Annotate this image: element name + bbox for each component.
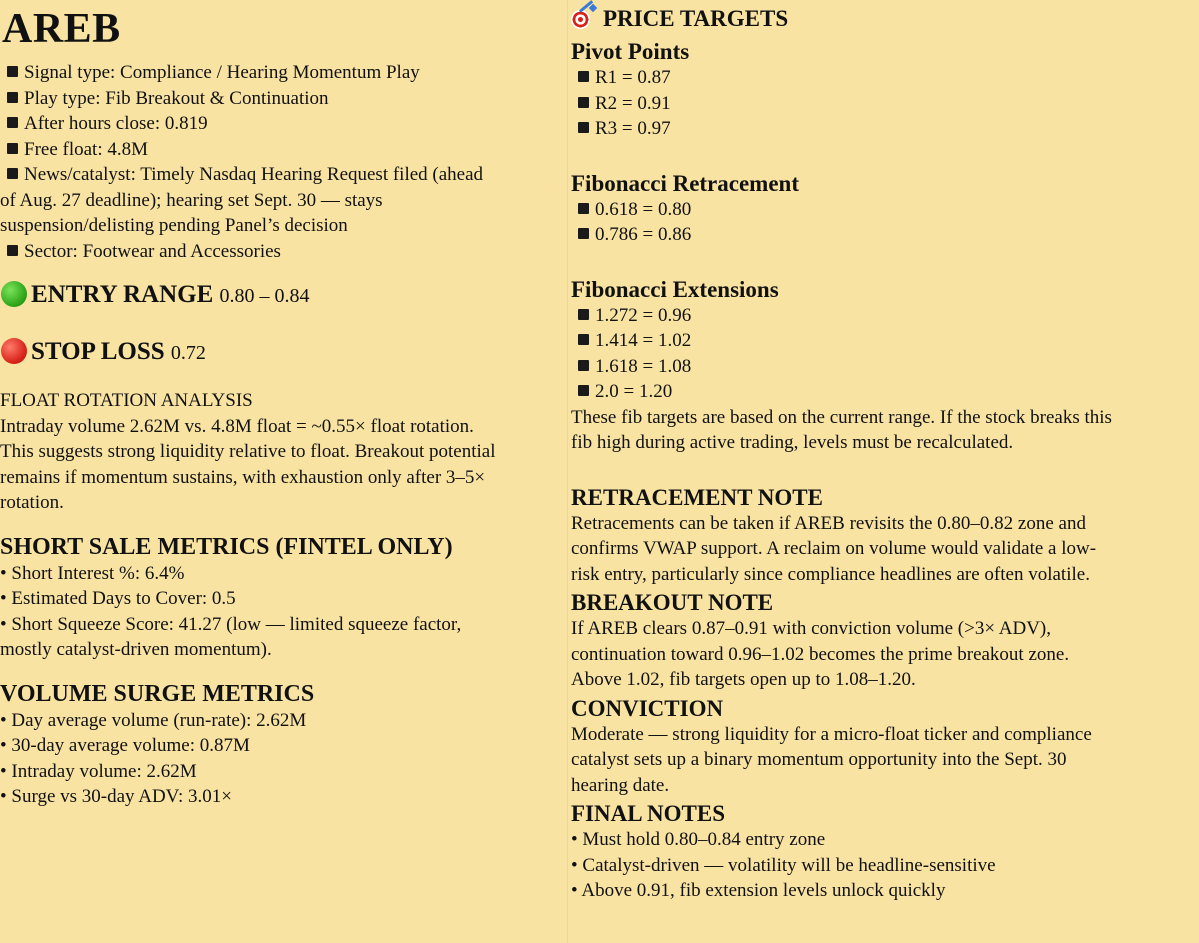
final-notes-line: • Catalyst-driven — volatility will be headline-sensitive	[571, 854, 996, 876]
square-bullet-icon	[578, 122, 589, 133]
retracement-note-title: RETRACEMENT NOTE	[571, 484, 823, 510]
pivot-item: R1 = 0.87	[571, 65, 1196, 91]
volume-line: • Day average volume (run-rate): 2.62M	[0, 709, 307, 731]
ticker-title: AREB	[2, 6, 121, 52]
volume-surge-title: VOLUME SURGE METRICS	[0, 680, 315, 707]
volume-line: • Intraday volume: 2.62M	[0, 760, 197, 782]
news-catalyst-cont-2: suspension/delisting pending Panel’s decision	[0, 215, 348, 236]
fib-retracement-title: Fibonacci Retracement	[571, 170, 800, 196]
pivot-item: R2 = 0.91	[571, 91, 1196, 117]
stop-loss: STOP LOSS 0.72	[0, 337, 566, 368]
square-bullet-icon	[578, 334, 589, 345]
short-line: • Short Squeeze Score: 41.27 (low — limited squeeze factor,	[0, 613, 462, 635]
fib-note-line: These fib targets are based on the current range. If the stock breaks this	[571, 406, 1112, 428]
conviction-line: hearing date.	[571, 774, 670, 796]
detail-play-type: Play type: Fib Breakout & Continuation	[0, 86, 566, 112]
square-bullet-icon	[7, 66, 18, 77]
entry-range: ENTRY RANGE 0.80 – 0.84	[0, 280, 566, 311]
square-bullet-icon	[7, 92, 18, 103]
final-notes-line: • Above 0.91, fib extension levels unlock quickly	[571, 880, 946, 901]
details-list	[0, 60, 566, 264]
final-notes-title: FINAL NOTES	[571, 801, 726, 826]
short-line: mostly catalyst-driven momentum).	[0, 639, 272, 660]
fib-extension-item: 1.414 = 1.02	[571, 328, 1196, 354]
fib-extensions-title: Fibonacci Extensions	[571, 276, 779, 302]
breakout-note-line: If AREB clears 0.87–0.91 with conviction volume (>3× ADV),	[571, 618, 1052, 639]
square-bullet-icon	[578, 97, 589, 108]
fib-extension-item: 1.272 = 0.96	[571, 303, 1196, 329]
short-line: • Estimated Days to Cover: 0.5	[0, 588, 236, 609]
square-bullet-icon	[578, 385, 589, 396]
fib-extension-item: 1.618 = 1.08	[571, 354, 1196, 380]
float-line: This suggests strong liquidity relative to float. Breakout potential	[0, 441, 496, 462]
float-rotation-title: FLOAT ROTATION ANALYSIS	[0, 390, 253, 411]
retracement-note-line: confirms VWAP support. A reclaim on volume would validate a low-	[571, 538, 1097, 559]
detail-free-float: Free float: 4.8M	[0, 137, 566, 163]
fib-extension-item: 2.0 = 1.20	[571, 379, 1196, 405]
square-bullet-icon	[578, 71, 589, 82]
breakout-note-title: BREAKOUT NOTE	[571, 590, 774, 615]
detail-sector: Sector: Footwear and Accessories	[0, 239, 566, 265]
square-bullet-icon	[578, 360, 589, 371]
float-line: Intraday volume 2.62M vs. 4.8M float = ~0.55× float rotation.	[0, 415, 474, 437]
red-circle-icon	[1, 338, 27, 364]
final-notes-line: • Must hold 0.80–0.84 entry zone	[571, 829, 826, 850]
square-bullet-icon	[7, 168, 18, 179]
conviction-title: CONVICTION	[571, 695, 724, 721]
breakout-note-line: continuation toward 0.96–1.02 becomes the prime breakout zone.	[571, 643, 1070, 665]
retracement-note-line: risk entry, particularly since compliance headlines are often volatile.	[571, 563, 1090, 585]
square-bullet-icon	[7, 117, 18, 128]
right-column	[571, 0, 1196, 904]
float-rotation-section	[0, 388, 566, 516]
fib-retracement-item: 0.786 = 0.86	[571, 222, 1196, 248]
column-divider	[567, 0, 568, 943]
left-column	[0, 0, 566, 810]
conviction-line: catalyst sets up a binary momentum opportunity into the Sept. 30	[571, 749, 1067, 770]
short-sale-title: SHORT SALE METRICS (FINTEL ONLY)	[0, 533, 453, 560]
pivot-item: R3 = 0.97	[571, 116, 1196, 142]
fib-retracement-item: 0.618 = 0.80	[571, 197, 1196, 223]
green-circle-icon	[1, 281, 27, 307]
detail-after-hours: After hours close: 0.819	[0, 111, 566, 137]
retracement-note-line: Retracements can be taken if AREB revisits the 0.80–0.82 zone and	[571, 512, 1086, 534]
float-line: rotation.	[0, 492, 64, 513]
price-targets-heading: PRICE TARGETS	[571, 5, 1196, 32]
pivot-points-title: Pivot Points	[571, 39, 690, 64]
square-bullet-icon	[7, 143, 18, 154]
fib-note-line: fib high during active trading, levels must be recalculated.	[571, 432, 1014, 453]
square-bullet-icon	[7, 245, 18, 256]
volume-surge-section	[0, 681, 566, 810]
stop-loss-value: 0.72	[170, 342, 206, 364]
short-sale-section	[0, 534, 566, 663]
news-catalyst-cont-1: of Aug. 27 deadline); hearing set Sept. 30 — stays	[0, 189, 383, 211]
detail-news-catalyst: News/catalyst: Timely Nasdaq Hearing Request filed (ahead	[0, 162, 566, 188]
square-bullet-icon	[578, 228, 589, 239]
volume-line: • Surge vs 30-day ADV: 3.01×	[0, 786, 232, 807]
square-bullet-icon	[578, 203, 589, 214]
square-bullet-icon	[578, 309, 589, 320]
detail-signal-type: Signal type: Compliance / Hearing Momentum Play	[0, 60, 566, 86]
short-line: • Short Interest %: 6.4%	[0, 562, 185, 584]
float-line: remains if momentum sustains, with exhaustion only after 3–5×	[0, 466, 486, 488]
conviction-line: Moderate — strong liquidity for a micro-float ticker and compliance	[571, 723, 1092, 745]
target-icon	[571, 8, 597, 30]
volume-line: • 30-day average volume: 0.87M	[0, 735, 250, 756]
breakout-note-line: Above 1.02, fib targets open up to 1.08–1.20.	[571, 669, 916, 690]
entry-range-value: 0.80 – 0.84	[219, 285, 310, 307]
